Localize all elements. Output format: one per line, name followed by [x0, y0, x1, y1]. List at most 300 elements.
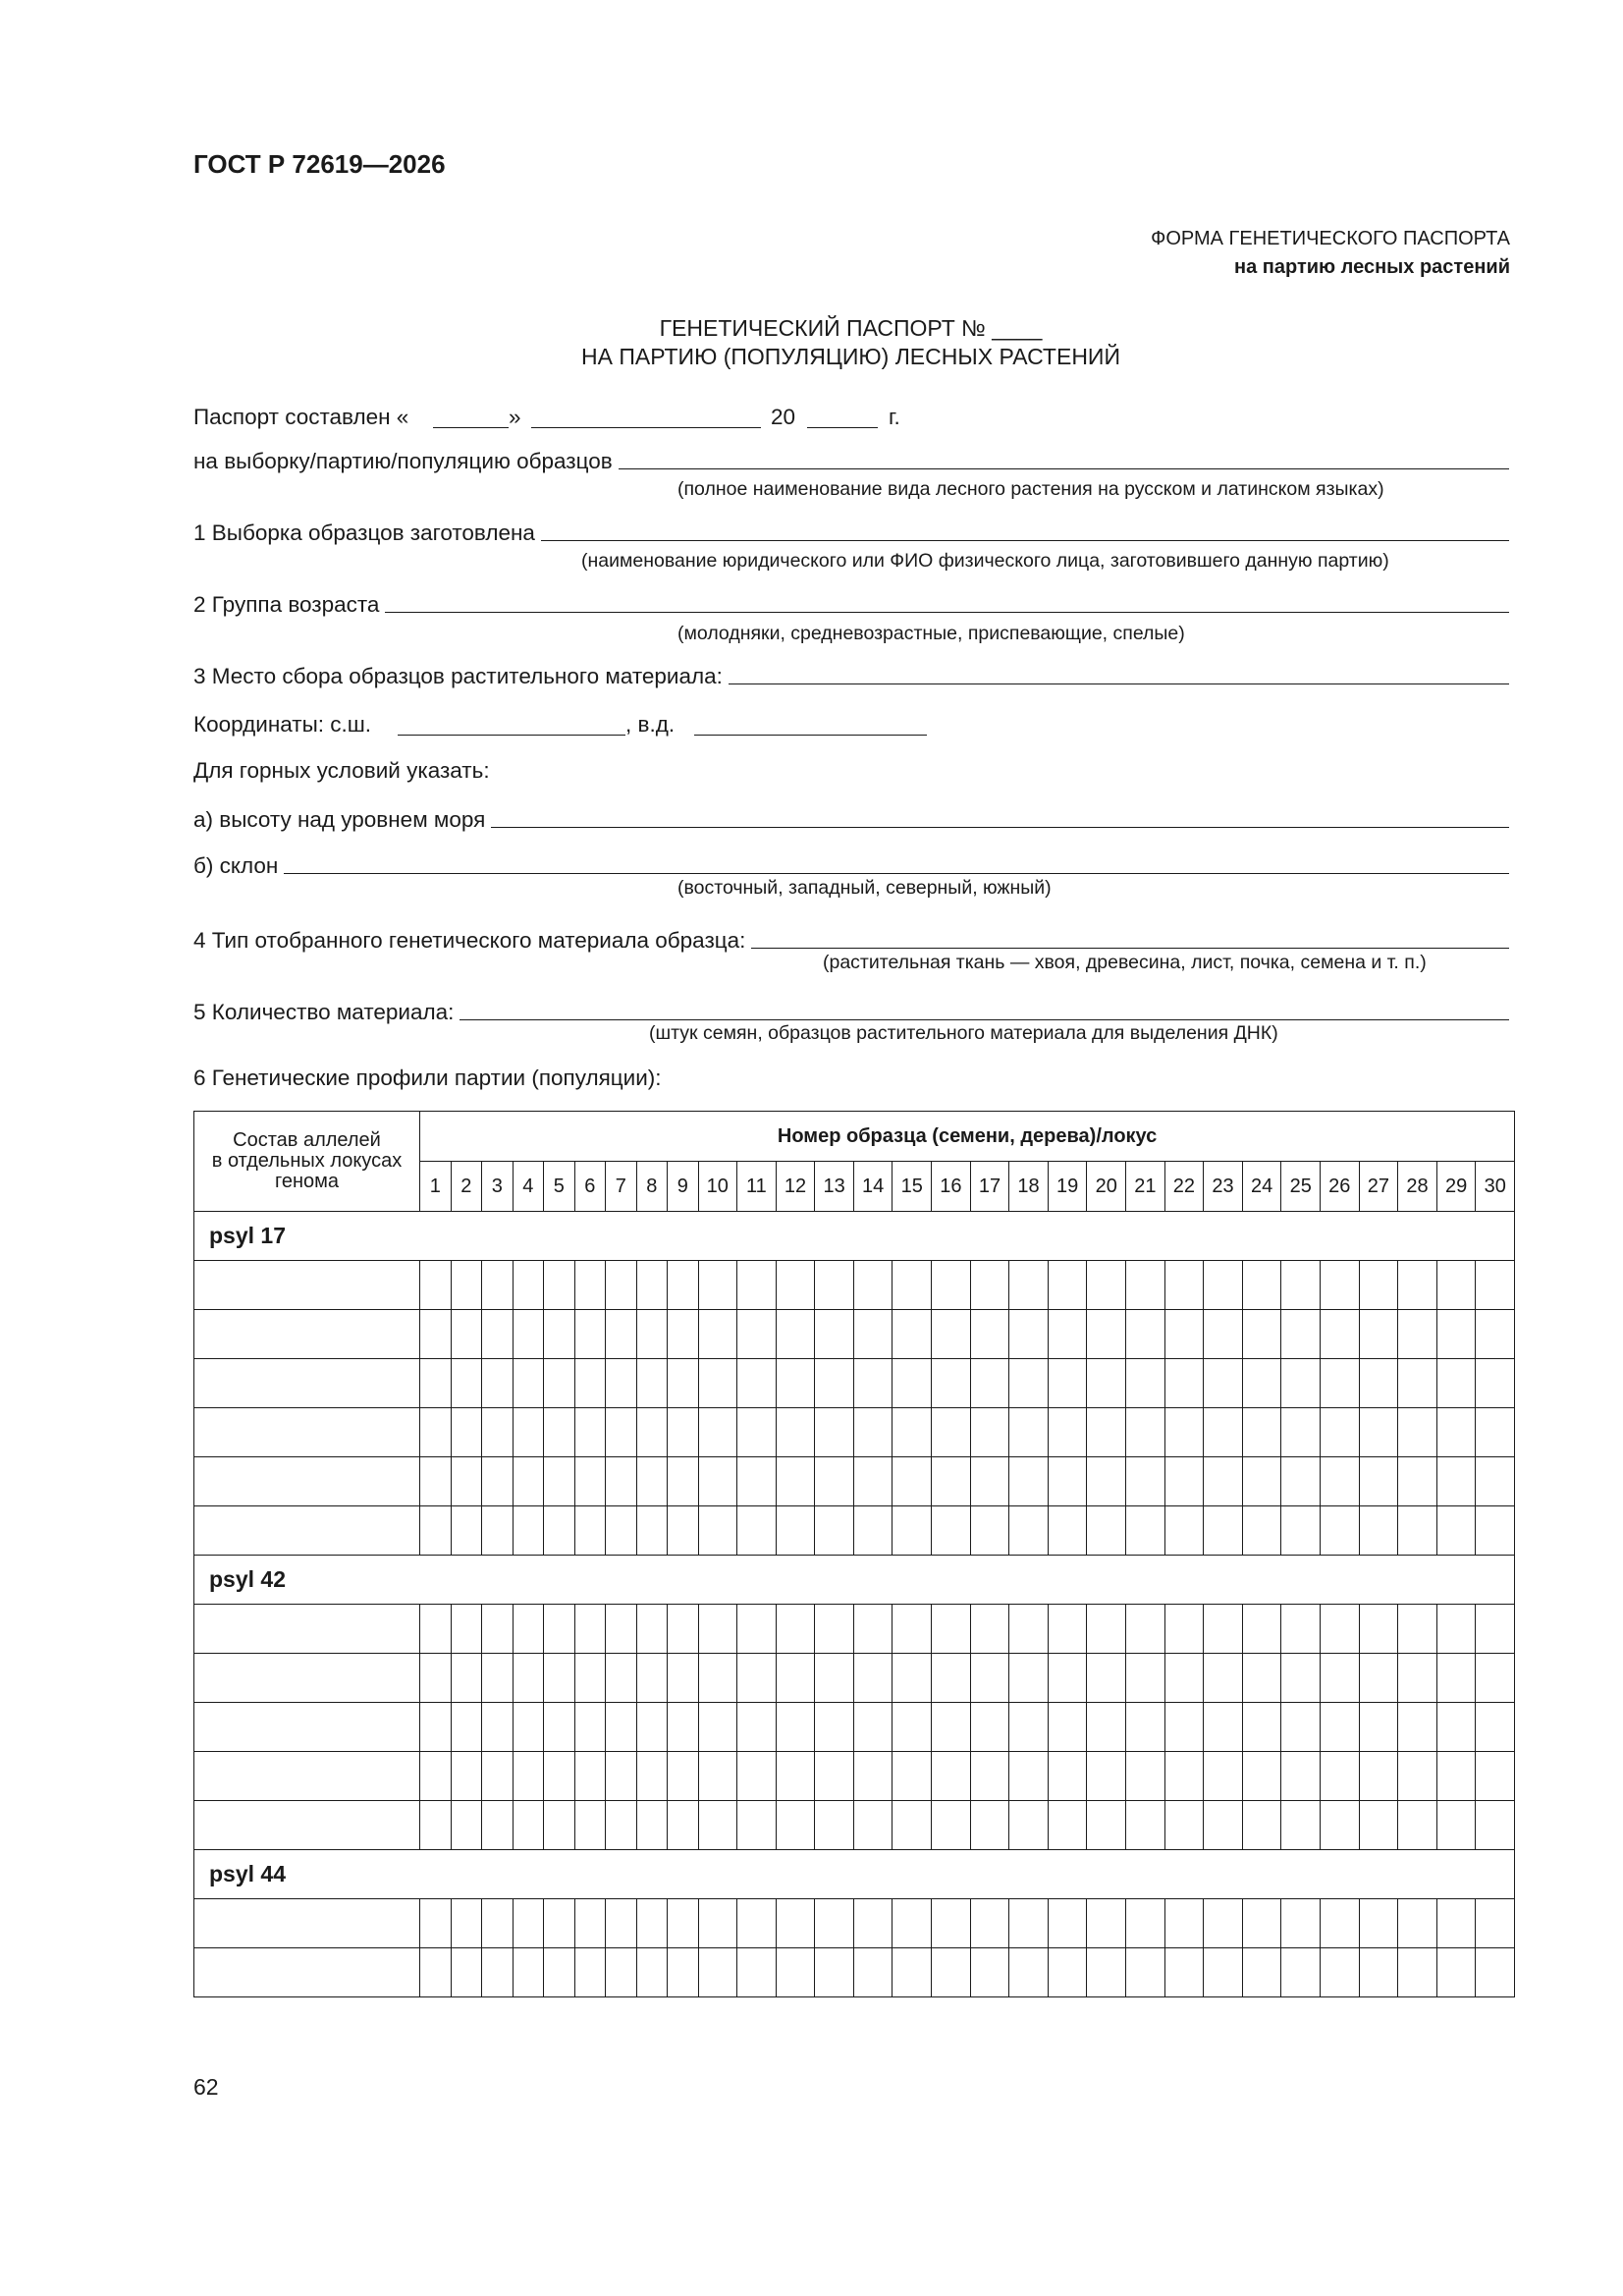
allele-composition-cell[interactable] — [194, 1506, 420, 1556]
sample-cell[interactable] — [574, 1506, 606, 1556]
sample-cell[interactable] — [636, 1801, 668, 1850]
sample-cell[interactable] — [1164, 1899, 1204, 1948]
sample-cell[interactable] — [932, 1359, 971, 1408]
sample-cell[interactable] — [606, 1359, 637, 1408]
sample-cell[interactable] — [970, 1703, 1009, 1752]
sample-cell[interactable] — [815, 1801, 854, 1850]
allele-composition-cell[interactable] — [194, 1261, 420, 1310]
sample-cell[interactable] — [1164, 1359, 1204, 1408]
sample-cell[interactable] — [1048, 1654, 1087, 1703]
sample-cell[interactable] — [1281, 1801, 1321, 1850]
sample-cell[interactable] — [1281, 1605, 1321, 1654]
sample-cell[interactable] — [606, 1457, 637, 1506]
sample-cell[interactable] — [668, 1752, 699, 1801]
sample-cell[interactable] — [1242, 1948, 1281, 1997]
sample-cell[interactable] — [606, 1801, 637, 1850]
sample-cell[interactable] — [451, 1457, 482, 1506]
sample-cell[interactable] — [1436, 1408, 1476, 1457]
sample-cell[interactable] — [893, 1801, 932, 1850]
sample-cell[interactable] — [1164, 1408, 1204, 1457]
sample-cell[interactable] — [636, 1605, 668, 1654]
sample-cell[interactable] — [668, 1801, 699, 1850]
sample-cell[interactable] — [815, 1310, 854, 1359]
sample-cell[interactable] — [737, 1408, 777, 1457]
sample-cell[interactable] — [1126, 1948, 1165, 1997]
sample-cell[interactable] — [420, 1359, 452, 1408]
sample-cell[interactable] — [636, 1703, 668, 1752]
sample-cell[interactable] — [1126, 1310, 1165, 1359]
sample-cell[interactable] — [1048, 1899, 1087, 1948]
sample-cell[interactable] — [1359, 1801, 1398, 1850]
sample-cell[interactable] — [1164, 1654, 1204, 1703]
sample-cell[interactable] — [853, 1261, 893, 1310]
sample-cell[interactable] — [668, 1703, 699, 1752]
sample-cell[interactable] — [1359, 1359, 1398, 1408]
sample-cell[interactable] — [482, 1359, 514, 1408]
sample-cell[interactable] — [815, 1261, 854, 1310]
sample-cell[interactable] — [574, 1605, 606, 1654]
sample-cell[interactable] — [1436, 1359, 1476, 1408]
sample-cell[interactable] — [636, 1310, 668, 1359]
sample-cell[interactable] — [1048, 1457, 1087, 1506]
sample-cell[interactable] — [1359, 1310, 1398, 1359]
sample-cell[interactable] — [1321, 1359, 1360, 1408]
sample-cell[interactable] — [513, 1457, 544, 1506]
sample-cell[interactable] — [636, 1506, 668, 1556]
sample-cell[interactable] — [1087, 1899, 1126, 1948]
sample-cell[interactable] — [420, 1899, 452, 1948]
sample-cell[interactable] — [1048, 1605, 1087, 1654]
sample-cell[interactable] — [970, 1801, 1009, 1850]
sample-cell[interactable] — [815, 1408, 854, 1457]
allele-composition-cell[interactable] — [194, 1948, 420, 1997]
sample-cell[interactable] — [1164, 1605, 1204, 1654]
sample-cell[interactable] — [1436, 1506, 1476, 1556]
sample-cell[interactable] — [1087, 1752, 1126, 1801]
allele-composition-cell[interactable] — [194, 1703, 420, 1752]
sample-cell[interactable] — [970, 1654, 1009, 1703]
sample-cell[interactable] — [544, 1605, 575, 1654]
sample-cell[interactable] — [698, 1801, 737, 1850]
sample-cell[interactable] — [1009, 1506, 1049, 1556]
sample-cell[interactable] — [1242, 1801, 1281, 1850]
sample-cell[interactable] — [574, 1899, 606, 1948]
sample-cell[interactable] — [815, 1359, 854, 1408]
sample-cell[interactable] — [1476, 1605, 1515, 1654]
sample-cell[interactable] — [513, 1703, 544, 1752]
sample-cell[interactable] — [574, 1261, 606, 1310]
sample-cell[interactable] — [574, 1654, 606, 1703]
sample-cell[interactable] — [698, 1310, 737, 1359]
sample-cell[interactable] — [776, 1654, 815, 1703]
sample-cell[interactable] — [1242, 1457, 1281, 1506]
sample-cell[interactable] — [853, 1899, 893, 1948]
sample-cell[interactable] — [1476, 1408, 1515, 1457]
sample-cell[interactable] — [932, 1310, 971, 1359]
sample-cell[interactable] — [1398, 1359, 1437, 1408]
sample-cell[interactable] — [737, 1261, 777, 1310]
slope-field[interactable] — [284, 872, 1509, 874]
sample-cell[interactable] — [853, 1408, 893, 1457]
item2-field[interactable] — [385, 611, 1509, 613]
sample-cell[interactable] — [737, 1899, 777, 1948]
sample-cell[interactable] — [1242, 1899, 1281, 1948]
sample-cell[interactable] — [1476, 1948, 1515, 1997]
sample-cell[interactable] — [1436, 1457, 1476, 1506]
sample-cell[interactable] — [970, 1899, 1009, 1948]
sample-cell[interactable] — [1476, 1457, 1515, 1506]
sample-field[interactable] — [619, 467, 1509, 469]
sample-cell[interactable] — [1087, 1310, 1126, 1359]
sample-cell[interactable] — [1321, 1703, 1360, 1752]
sample-cell[interactable] — [482, 1654, 514, 1703]
sample-cell[interactable] — [1359, 1506, 1398, 1556]
sample-cell[interactable] — [1164, 1703, 1204, 1752]
sample-cell[interactable] — [1436, 1948, 1476, 1997]
sample-cell[interactable] — [451, 1506, 482, 1556]
sample-cell[interactable] — [1281, 1654, 1321, 1703]
sample-cell[interactable] — [1359, 1457, 1398, 1506]
sample-cell[interactable] — [853, 1506, 893, 1556]
altitude-field[interactable] — [491, 826, 1509, 828]
allele-composition-cell[interactable] — [194, 1605, 420, 1654]
sample-cell[interactable] — [636, 1654, 668, 1703]
sample-cell[interactable] — [1398, 1752, 1437, 1801]
sample-cell[interactable] — [1009, 1899, 1049, 1948]
sample-cell[interactable] — [737, 1605, 777, 1654]
sample-cell[interactable] — [606, 1948, 637, 1997]
sample-cell[interactable] — [815, 1899, 854, 1948]
sample-cell[interactable] — [776, 1801, 815, 1850]
sample-cell[interactable] — [1164, 1261, 1204, 1310]
sample-cell[interactable] — [1204, 1605, 1243, 1654]
sample-cell[interactable] — [1281, 1752, 1321, 1801]
sample-cell[interactable] — [606, 1654, 637, 1703]
sample-cell[interactable] — [606, 1408, 637, 1457]
sample-cell[interactable] — [668, 1310, 699, 1359]
sample-cell[interactable] — [737, 1801, 777, 1850]
sample-cell[interactable] — [932, 1408, 971, 1457]
sample-cell[interactable] — [420, 1506, 452, 1556]
sample-cell[interactable] — [1048, 1359, 1087, 1408]
sample-cell[interactable] — [1087, 1703, 1126, 1752]
sample-cell[interactable] — [513, 1654, 544, 1703]
sample-cell[interactable] — [853, 1457, 893, 1506]
sample-cell[interactable] — [698, 1703, 737, 1752]
sample-cell[interactable] — [513, 1752, 544, 1801]
sample-cell[interactable] — [668, 1457, 699, 1506]
sample-cell[interactable] — [1242, 1654, 1281, 1703]
sample-cell[interactable] — [451, 1261, 482, 1310]
allele-composition-cell[interactable] — [194, 1752, 420, 1801]
sample-cell[interactable] — [737, 1359, 777, 1408]
longitude-field[interactable] — [694, 735, 927, 736]
sample-cell[interactable] — [970, 1948, 1009, 1997]
sample-cell[interactable] — [815, 1752, 854, 1801]
sample-cell[interactable] — [544, 1261, 575, 1310]
sample-cell[interactable] — [451, 1703, 482, 1752]
item3-field[interactable] — [729, 683, 1509, 684]
sample-cell[interactable] — [853, 1801, 893, 1850]
sample-cell[interactable] — [1398, 1948, 1437, 1997]
sample-cell[interactable] — [513, 1899, 544, 1948]
sample-cell[interactable] — [544, 1752, 575, 1801]
sample-cell[interactable] — [815, 1654, 854, 1703]
sample-cell[interactable] — [1476, 1654, 1515, 1703]
sample-cell[interactable] — [815, 1506, 854, 1556]
sample-cell[interactable] — [698, 1899, 737, 1948]
sample-cell[interactable] — [482, 1703, 514, 1752]
sample-cell[interactable] — [1359, 1605, 1398, 1654]
sample-cell[interactable] — [1436, 1703, 1476, 1752]
sample-cell[interactable] — [451, 1359, 482, 1408]
sample-cell[interactable] — [1436, 1654, 1476, 1703]
sample-cell[interactable] — [970, 1457, 1009, 1506]
sample-cell[interactable] — [451, 1408, 482, 1457]
sample-cell[interactable] — [451, 1801, 482, 1850]
sample-cell[interactable] — [513, 1605, 544, 1654]
sample-cell[interactable] — [482, 1457, 514, 1506]
sample-cell[interactable] — [1126, 1605, 1165, 1654]
sample-cell[interactable] — [544, 1654, 575, 1703]
sample-cell[interactable] — [1476, 1261, 1515, 1310]
sample-cell[interactable] — [1048, 1948, 1087, 1997]
sample-cell[interactable] — [1321, 1752, 1360, 1801]
sample-cell[interactable] — [1281, 1408, 1321, 1457]
sample-cell[interactable] — [420, 1605, 452, 1654]
allele-composition-cell[interactable] — [194, 1310, 420, 1359]
sample-cell[interactable] — [1281, 1261, 1321, 1310]
sample-cell[interactable] — [737, 1948, 777, 1997]
sample-cell[interactable] — [737, 1752, 777, 1801]
sample-cell[interactable] — [776, 1261, 815, 1310]
sample-cell[interactable] — [420, 1457, 452, 1506]
sample-cell[interactable] — [893, 1408, 932, 1457]
sample-cell[interactable] — [970, 1310, 1009, 1359]
sample-cell[interactable] — [1242, 1359, 1281, 1408]
sample-cell[interactable] — [420, 1408, 452, 1457]
sample-cell[interactable] — [1242, 1752, 1281, 1801]
sample-cell[interactable] — [482, 1605, 514, 1654]
allele-composition-cell[interactable] — [194, 1408, 420, 1457]
sample-cell[interactable] — [668, 1948, 699, 1997]
sample-cell[interactable] — [932, 1654, 971, 1703]
latitude-field[interactable] — [398, 735, 625, 736]
sample-cell[interactable] — [1242, 1506, 1281, 1556]
month-field[interactable] — [531, 427, 761, 428]
sample-cell[interactable] — [1204, 1654, 1243, 1703]
sample-cell[interactable] — [1436, 1310, 1476, 1359]
sample-cell[interactable] — [737, 1310, 777, 1359]
sample-cell[interactable] — [698, 1605, 737, 1654]
sample-cell[interactable] — [1048, 1408, 1087, 1457]
sample-cell[interactable] — [1321, 1310, 1360, 1359]
allele-composition-cell[interactable] — [194, 1654, 420, 1703]
sample-cell[interactable] — [1281, 1506, 1321, 1556]
sample-cell[interactable] — [544, 1457, 575, 1506]
sample-cell[interactable] — [1048, 1752, 1087, 1801]
sample-cell[interactable] — [1476, 1899, 1515, 1948]
sample-cell[interactable] — [970, 1605, 1009, 1654]
sample-cell[interactable] — [776, 1506, 815, 1556]
sample-cell[interactable] — [1087, 1948, 1126, 1997]
sample-cell[interactable] — [737, 1506, 777, 1556]
sample-cell[interactable] — [668, 1899, 699, 1948]
sample-cell[interactable] — [776, 1359, 815, 1408]
sample-cell[interactable] — [1126, 1457, 1165, 1506]
sample-cell[interactable] — [482, 1506, 514, 1556]
sample-cell[interactable] — [776, 1457, 815, 1506]
sample-cell[interactable] — [1398, 1310, 1437, 1359]
sample-cell[interactable] — [1321, 1605, 1360, 1654]
sample-cell[interactable] — [574, 1801, 606, 1850]
sample-cell[interactable] — [1204, 1752, 1243, 1801]
sample-cell[interactable] — [853, 1948, 893, 1997]
sample-cell[interactable] — [1398, 1605, 1437, 1654]
sample-cell[interactable] — [482, 1752, 514, 1801]
sample-cell[interactable] — [513, 1261, 544, 1310]
sample-cell[interactable] — [1321, 1457, 1360, 1506]
sample-cell[interactable] — [1204, 1408, 1243, 1457]
sample-cell[interactable] — [636, 1261, 668, 1310]
sample-cell[interactable] — [1009, 1801, 1049, 1850]
sample-cell[interactable] — [1009, 1457, 1049, 1506]
sample-cell[interactable] — [1476, 1310, 1515, 1359]
sample-cell[interactable] — [544, 1948, 575, 1997]
sample-cell[interactable] — [1048, 1703, 1087, 1752]
sample-cell[interactable] — [1476, 1801, 1515, 1850]
sample-cell[interactable] — [482, 1948, 514, 1997]
sample-cell[interactable] — [1126, 1408, 1165, 1457]
allele-composition-cell[interactable] — [194, 1801, 420, 1850]
sample-cell[interactable] — [1204, 1801, 1243, 1850]
sample-cell[interactable] — [1048, 1801, 1087, 1850]
sample-cell[interactable] — [1436, 1605, 1476, 1654]
sample-cell[interactable] — [1048, 1310, 1087, 1359]
sample-cell[interactable] — [482, 1899, 514, 1948]
sample-cell[interactable] — [1009, 1605, 1049, 1654]
sample-cell[interactable] — [420, 1948, 452, 1997]
sample-cell[interactable] — [1164, 1310, 1204, 1359]
sample-cell[interactable] — [420, 1703, 452, 1752]
sample-cell[interactable] — [544, 1899, 575, 1948]
sample-cell[interactable] — [1126, 1654, 1165, 1703]
sample-cell[interactable] — [1359, 1752, 1398, 1801]
sample-cell[interactable] — [698, 1506, 737, 1556]
sample-cell[interactable] — [513, 1359, 544, 1408]
sample-cell[interactable] — [574, 1948, 606, 1997]
sample-cell[interactable] — [1321, 1654, 1360, 1703]
sample-cell[interactable] — [1281, 1899, 1321, 1948]
sample-cell[interactable] — [513, 1506, 544, 1556]
sample-cell[interactable] — [932, 1703, 971, 1752]
sample-cell[interactable] — [1436, 1899, 1476, 1948]
sample-cell[interactable] — [776, 1752, 815, 1801]
sample-cell[interactable] — [1281, 1310, 1321, 1359]
sample-cell[interactable] — [1164, 1457, 1204, 1506]
sample-cell[interactable] — [1321, 1408, 1360, 1457]
sample-cell[interactable] — [1087, 1261, 1126, 1310]
sample-cell[interactable] — [815, 1457, 854, 1506]
sample-cell[interactable] — [636, 1899, 668, 1948]
sample-cell[interactable] — [776, 1408, 815, 1457]
sample-cell[interactable] — [513, 1948, 544, 1997]
sample-cell[interactable] — [1242, 1408, 1281, 1457]
sample-cell[interactable] — [1242, 1605, 1281, 1654]
sample-cell[interactable] — [574, 1457, 606, 1506]
sample-cell[interactable] — [1009, 1948, 1049, 1997]
sample-cell[interactable] — [1048, 1261, 1087, 1310]
sample-cell[interactable] — [668, 1261, 699, 1310]
sample-cell[interactable] — [853, 1359, 893, 1408]
sample-cell[interactable] — [737, 1703, 777, 1752]
sample-cell[interactable] — [513, 1408, 544, 1457]
sample-cell[interactable] — [606, 1310, 637, 1359]
sample-cell[interactable] — [776, 1310, 815, 1359]
sample-cell[interactable] — [606, 1703, 637, 1752]
sample-cell[interactable] — [932, 1948, 971, 1997]
sample-cell[interactable] — [853, 1654, 893, 1703]
sample-cell[interactable] — [932, 1261, 971, 1310]
sample-cell[interactable] — [1398, 1899, 1437, 1948]
sample-cell[interactable] — [1009, 1703, 1049, 1752]
sample-cell[interactable] — [574, 1408, 606, 1457]
sample-cell[interactable] — [1009, 1310, 1049, 1359]
sample-cell[interactable] — [893, 1261, 932, 1310]
sample-cell[interactable] — [1164, 1752, 1204, 1801]
sample-cell[interactable] — [544, 1408, 575, 1457]
sample-cell[interactable] — [1087, 1654, 1126, 1703]
sample-cell[interactable] — [420, 1261, 452, 1310]
sample-cell[interactable] — [698, 1359, 737, 1408]
sample-cell[interactable] — [698, 1408, 737, 1457]
sample-cell[interactable] — [1204, 1948, 1243, 1997]
sample-cell[interactable] — [1398, 1703, 1437, 1752]
sample-cell[interactable] — [853, 1605, 893, 1654]
allele-composition-cell[interactable] — [194, 1457, 420, 1506]
sample-cell[interactable] — [544, 1310, 575, 1359]
sample-cell[interactable] — [606, 1261, 637, 1310]
sample-cell[interactable] — [1476, 1359, 1515, 1408]
sample-cell[interactable] — [1281, 1359, 1321, 1408]
sample-cell[interactable] — [1087, 1457, 1126, 1506]
sample-cell[interactable] — [737, 1457, 777, 1506]
sample-cell[interactable] — [606, 1605, 637, 1654]
sample-cell[interactable] — [932, 1506, 971, 1556]
sample-cell[interactable] — [451, 1752, 482, 1801]
sample-cell[interactable] — [482, 1261, 514, 1310]
sample-cell[interactable] — [737, 1654, 777, 1703]
item1-field[interactable] — [541, 539, 1509, 541]
sample-cell[interactable] — [544, 1359, 575, 1408]
sample-cell[interactable] — [1009, 1408, 1049, 1457]
sample-cell[interactable] — [698, 1948, 737, 1997]
sample-cell[interactable] — [1242, 1310, 1281, 1359]
sample-cell[interactable] — [893, 1899, 932, 1948]
sample-cell[interactable] — [893, 1506, 932, 1556]
sample-cell[interactable] — [636, 1359, 668, 1408]
sample-cell[interactable] — [1164, 1801, 1204, 1850]
sample-cell[interactable] — [451, 1899, 482, 1948]
sample-cell[interactable] — [1204, 1310, 1243, 1359]
sample-cell[interactable] — [970, 1261, 1009, 1310]
sample-cell[interactable] — [893, 1310, 932, 1359]
sample-cell[interactable] — [1009, 1359, 1049, 1408]
allele-composition-cell[interactable] — [194, 1359, 420, 1408]
sample-cell[interactable] — [420, 1654, 452, 1703]
sample-cell[interactable] — [544, 1506, 575, 1556]
sample-cell[interactable] — [1048, 1506, 1087, 1556]
